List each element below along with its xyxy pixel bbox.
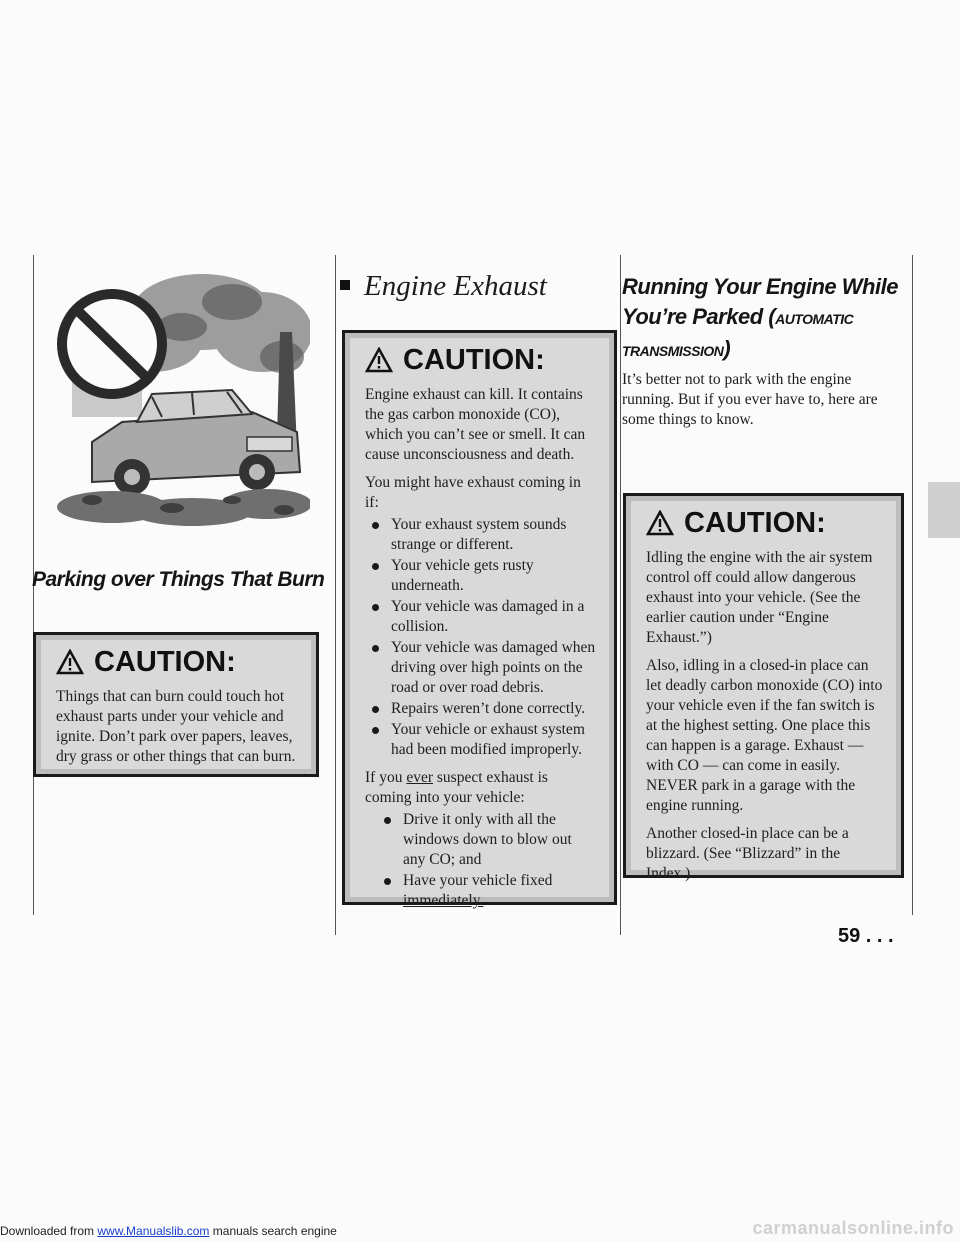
caution-box-parking	[33, 632, 319, 777]
paragraph-text: suspect exhaust is coming into your vehicle:	[365, 769, 548, 806]
list-item	[365, 871, 598, 911]
list-item: Your vehicle was damaged in a collision.	[365, 597, 598, 637]
list-item: Your exhaust system sounds strange or different.	[365, 515, 598, 555]
list-item: Drive it only with all the windows down to blow out any CO; and	[365, 810, 598, 870]
parking-heading: Parking over Things That Burn	[32, 568, 325, 591]
ever-emphasis: ever	[406, 769, 433, 786]
caution-title: CAUTION:	[94, 646, 236, 678]
exhaust-action-list	[365, 810, 598, 911]
caution-paragraph-1: Engine exhaust can kill. It contains the gas carbon monoxide (CO), which you can’t see or smell. It can cause unconsciousness and death.	[365, 386, 586, 463]
caution-paragraph-2: Also, idling in a closed-in place can let deadly carbon monoxide (CO) into your vehicle even if the fan switch is at the highest setting. One place this can happen is a garage. Exhaust — with CO — can come in easily. NEVER park in a garage with the engine running.	[646, 657, 883, 814]
caution-title: CAUTION:	[684, 507, 826, 539]
exhaust-signs-list	[365, 515, 598, 760]
caution-paragraph-3: Another closed-in place can be a blizzard. (See “Blizzard” in the Index.)	[646, 825, 849, 882]
warning-triangle-icon	[365, 347, 393, 373]
paragraph-text: If you	[365, 769, 407, 786]
heading-text: You’re Parked (	[622, 304, 776, 329]
engine-exhaust-title: Engine Exhaust	[364, 270, 547, 302]
page-number: 59 . . .	[838, 925, 894, 947]
car-over-leaves-illustration	[52, 272, 310, 554]
caution-header	[365, 344, 598, 376]
footer-text: manuals search engine	[209, 1224, 337, 1238]
heading-line-3	[622, 334, 902, 366]
caution-header	[56, 646, 300, 678]
running-engine-heading	[622, 272, 902, 366]
warning-triangle-icon	[646, 510, 674, 536]
heading-smallcaps: AUTOMATIC	[775, 311, 854, 327]
heading-line-1: Running Your Engine While	[622, 274, 898, 299]
caution-text: Things that can burn could touch hot exhaust parts under your vehicle and ignite. Don’t park over papers, leaves, dry grass or other things that can burn.	[56, 688, 296, 765]
warning-triangle-icon	[56, 649, 84, 675]
prohibition-sign-icon	[62, 294, 162, 394]
running-engine-intro: It’s better not to park with the engine running. But if you ever have to, here are some things to know.	[622, 371, 878, 428]
list-item: Your vehicle or exhaust system had been modified improperly.	[365, 720, 598, 760]
column-divider-far-right	[912, 255, 913, 915]
caution-box-exhaust	[342, 330, 617, 909]
section-tab-marker	[928, 482, 960, 538]
manualslib-link[interactable]: www.Manualslib.com	[97, 1224, 210, 1238]
caution-paragraph-1: Idling the engine with the air system control off could allow dangerous exhaust into your vehicle. (See the earlier caution under “Engine Exhaust.”)	[646, 549, 873, 646]
list-item: Repairs weren’t done correctly.	[365, 699, 598, 719]
heading-line-2	[622, 302, 902, 334]
caution-title: CAUTION:	[403, 344, 545, 376]
column-divider-right	[620, 255, 621, 935]
footer-text: Downloaded from	[0, 1224, 98, 1238]
heading-bullet-icon	[340, 280, 350, 290]
engine-exhaust-heading	[340, 270, 547, 303]
list-item: Your vehicle was damaged when driving over high points on the road or over road debris.	[365, 638, 598, 698]
heading-text: )	[723, 336, 731, 361]
caution-box-idling	[623, 493, 904, 882]
column-divider-middle	[335, 255, 336, 935]
caution-paragraph-3	[365, 768, 598, 808]
immediately-emphasis: immediately.	[403, 892, 484, 909]
caution-header	[646, 507, 885, 539]
list-item: Your vehicle gets rusty underneath.	[365, 556, 598, 596]
caution-paragraph-2: You might have exhaust coming in if:	[365, 474, 581, 511]
heading-smallcaps: TRANSMISSION	[622, 343, 724, 359]
list-item-text: Have your vehicle fixed	[403, 872, 553, 889]
download-footer	[0, 1224, 337, 1238]
watermark: carmanualsonline.info	[752, 1218, 954, 1238]
